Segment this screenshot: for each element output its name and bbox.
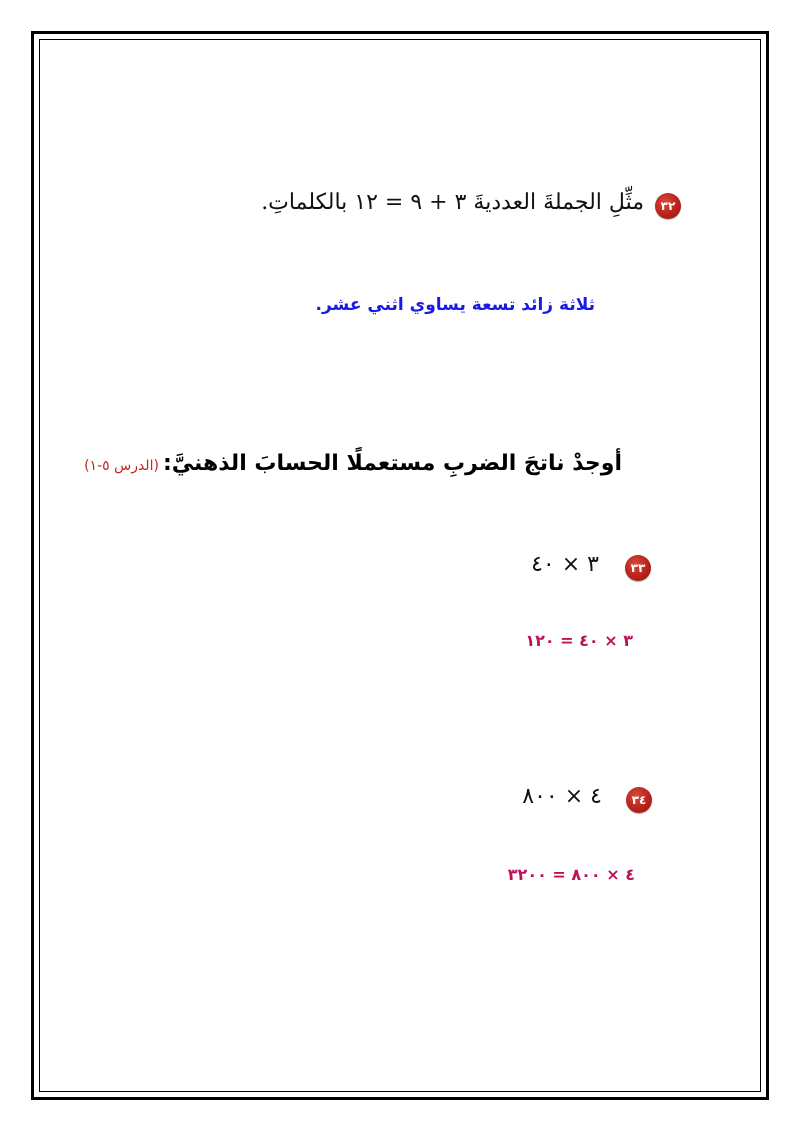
question-32-text: مثِّلِ الجملةَ العدديةَ ٣ + ٩ = ١٢ بالكلماتِ. bbox=[261, 190, 644, 215]
question-34-badge: ٣٤ bbox=[626, 787, 652, 813]
lesson-reference: (الدرس ٥-١) bbox=[84, 458, 159, 474]
question-34-answer: ٤ × ٨٠٠ = ٣٢٠٠ bbox=[507, 865, 635, 884]
question-33-badge: ٣٣ bbox=[625, 555, 651, 581]
question-33-expression: ٣ × ٤٠ bbox=[531, 552, 599, 577]
question-34-expression: ٤ × ٨٠٠ bbox=[522, 784, 602, 809]
question-33-answer: ٣ × ٤٠ = ١٢٠ bbox=[525, 631, 633, 650]
question-32-badge: ٣٢ bbox=[655, 193, 681, 219]
question-32-answer: ثلاثة زائد تسعة يساوي اثني عشر. bbox=[315, 295, 595, 315]
section-heading: أوجدْ ناتجَ الضربِ مستعملًا الحسابَ الذهنيَّ: bbox=[162, 451, 622, 476]
section-heading-row bbox=[84, 451, 622, 476]
